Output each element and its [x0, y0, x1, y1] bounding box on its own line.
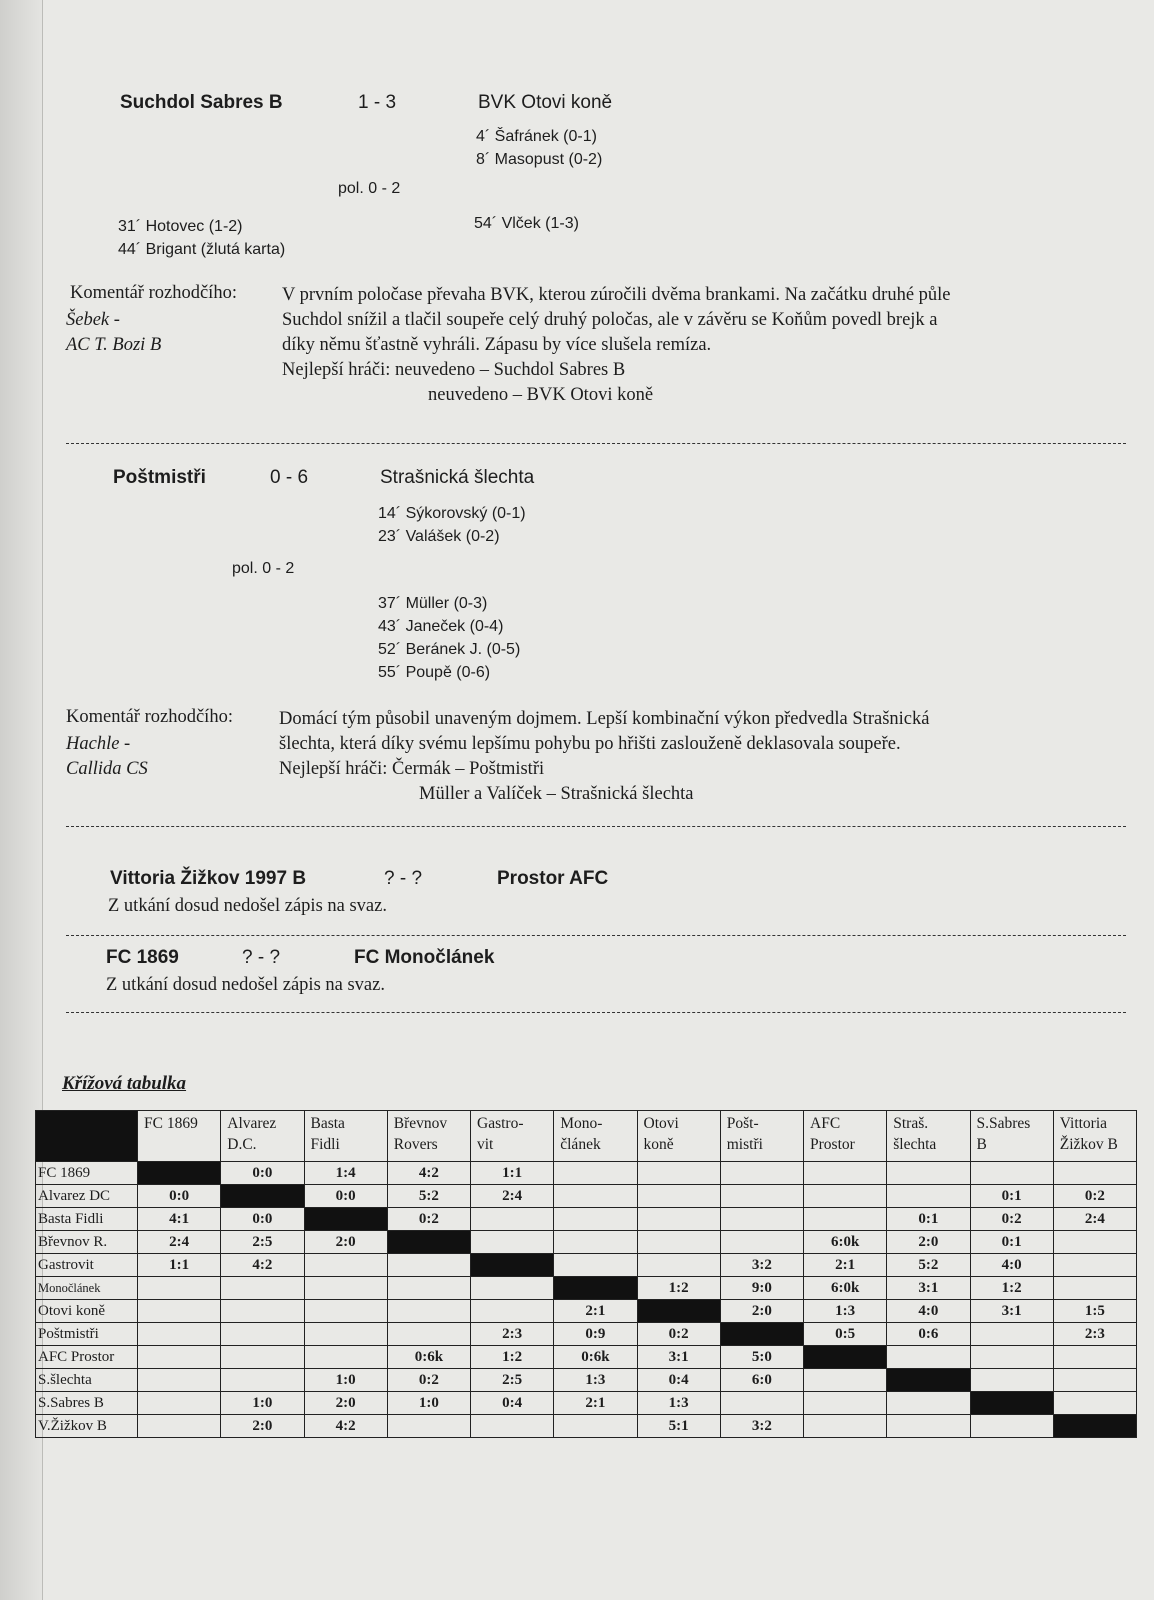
score-cell: 1:1 [138, 1254, 221, 1277]
score-cell [804, 1415, 887, 1438]
header-line: Žižkov B [1059, 1136, 1118, 1153]
goal-entry: 4´ Šafránek (0-1) [476, 128, 597, 145]
comment-line: Suchdol snížil a tlačil soupeře celý druhý poločas, ale v závěru se Koňům povedl brejk a [282, 310, 938, 330]
comment-line: Nejlepší hráči: neuvedeno – Suchdol Sabres B [282, 360, 626, 380]
score-cell: 0:2 [387, 1369, 470, 1392]
score-cell [554, 1185, 637, 1208]
away-team: Strašnická šlechta [380, 467, 535, 488]
row-label: V.Žižkov B [36, 1415, 138, 1438]
score-cell [221, 1277, 304, 1300]
score-cell: 1:0 [304, 1369, 387, 1392]
header-line: Břevnov [393, 1115, 448, 1132]
table-header-row [36, 1111, 1137, 1162]
diagonal-cell [554, 1277, 637, 1300]
match-note: Z utkání dosud nedošel zápis na svaz. [108, 896, 387, 916]
away-team: BVK Otovi koně [478, 92, 613, 113]
score-cell [138, 1300, 221, 1323]
score-cell: 0:1 [970, 1231, 1053, 1254]
score-cell: 3:1 [970, 1300, 1053, 1323]
score-cell [387, 1323, 470, 1346]
goal-entry: 14´ Sýkorovský (0-1) [378, 505, 526, 522]
score-cell [554, 1254, 637, 1277]
score: 0 - 6 [270, 467, 309, 488]
score-cell [637, 1231, 720, 1254]
score-cell: 1:0 [221, 1392, 304, 1415]
score-cell: 0:4 [471, 1392, 554, 1415]
score-cell: 0:2 [637, 1323, 720, 1346]
comment-label: Komentář rozhodčího: [66, 707, 233, 727]
score-cell [304, 1323, 387, 1346]
score-cell [471, 1208, 554, 1231]
score-cell: 3:1 [637, 1346, 720, 1369]
score-cell: 0:6k [554, 1346, 637, 1369]
halftime-score: pol. 0 - 2 [232, 560, 295, 577]
score-cell [304, 1277, 387, 1300]
score-cell: 2:1 [554, 1392, 637, 1415]
score-cell: 1:3 [804, 1300, 887, 1323]
score-cell: 0:2 [1053, 1185, 1136, 1208]
score-cell [804, 1208, 887, 1231]
comment-line: díky němu šťastně vyhráli. Zápasu by více slušela remíza. [282, 335, 712, 355]
score-cell [554, 1208, 637, 1231]
score-cell [804, 1162, 887, 1185]
score-cell [471, 1415, 554, 1438]
header-line: AFC [810, 1115, 841, 1132]
away-goals [476, 125, 602, 171]
score-cell: 4:1 [138, 1208, 221, 1231]
column-header [970, 1111, 1053, 1162]
diagonal-cell [138, 1162, 221, 1185]
score-cell: 2:0 [304, 1392, 387, 1415]
halftime-score: pol. 0 - 2 [338, 180, 401, 197]
score-cell [1053, 1231, 1136, 1254]
score-cell [304, 1346, 387, 1369]
column-header [554, 1111, 637, 1162]
home-team: FC 1869 [106, 947, 179, 968]
table-body [36, 1162, 1137, 1438]
score-cell: 6:0k [804, 1277, 887, 1300]
score-cell [1053, 1392, 1136, 1415]
divider [66, 443, 1126, 444]
header-line: S.Sabres [976, 1115, 1031, 1132]
row-label: Gastrovit [36, 1254, 138, 1277]
table-title: Křížová tabulka [62, 1073, 187, 1094]
home-team: Poštmistři [113, 467, 206, 488]
comment-line: Müller a Valíček – Strašnická šlechta [419, 784, 694, 804]
score-cell: 4:2 [304, 1415, 387, 1438]
header-line: vit [477, 1136, 494, 1153]
score-cell: 3:1 [887, 1277, 970, 1300]
column-header [637, 1111, 720, 1162]
referee-comment [282, 283, 951, 408]
away-goals-second-half [378, 592, 520, 684]
comment-line: neuvedeno – BVK Otovi koně [428, 385, 654, 405]
score-cell: 0:1 [887, 1208, 970, 1231]
score-cell [221, 1300, 304, 1323]
score-cell [1053, 1254, 1136, 1277]
score-cell: 2:0 [304, 1231, 387, 1254]
diagonal-cell [387, 1231, 470, 1254]
home-team: Suchdol Sabres B [120, 92, 283, 113]
score-cell [637, 1254, 720, 1277]
score-cell: 0:2 [387, 1208, 470, 1231]
score-cell [970, 1346, 1053, 1369]
score-cell [804, 1392, 887, 1415]
away-team: Prostor AFC [497, 868, 609, 889]
header-line: Pošt- [726, 1115, 759, 1132]
table-row [36, 1392, 1137, 1415]
home-team: Vittoria Žižkov 1997 B [110, 868, 307, 889]
score-cell: 2:4 [471, 1185, 554, 1208]
score-cell: 0:6k [387, 1346, 470, 1369]
score-cell [304, 1300, 387, 1323]
score-cell [471, 1277, 554, 1300]
diagonal-cell [1053, 1415, 1136, 1438]
score-cell [387, 1277, 470, 1300]
diagonal-cell [637, 1300, 720, 1323]
goal-entry: 23´ Valášek (0-2) [378, 528, 500, 545]
score-cell: 2:1 [554, 1300, 637, 1323]
divider [66, 826, 1126, 827]
score-cell [138, 1369, 221, 1392]
goal-entry: 37´ Müller (0-3) [378, 595, 488, 612]
home-goals [118, 215, 285, 261]
header-line: Basta [310, 1115, 345, 1132]
table-row [36, 1254, 1137, 1277]
table-row [36, 1162, 1137, 1185]
score-cell: 0:9 [554, 1323, 637, 1346]
score-cell: 5:0 [720, 1346, 803, 1369]
score-cell: 1:3 [554, 1369, 637, 1392]
row-label: Poštmistři [36, 1323, 138, 1346]
row-label: S.šlechta [36, 1369, 138, 1392]
divider [66, 935, 1126, 936]
score-cell [1053, 1369, 1136, 1392]
diagonal-cell [887, 1369, 970, 1392]
column-header [138, 1111, 221, 1162]
score-cell [387, 1300, 470, 1323]
score-cell: 5:1 [637, 1415, 720, 1438]
column-header [221, 1111, 304, 1162]
header-line: Mono- [560, 1115, 603, 1132]
header-line: Alvarez [227, 1115, 277, 1132]
score-cell [637, 1185, 720, 1208]
score-cell: 2:3 [1053, 1323, 1136, 1346]
column-header [304, 1111, 387, 1162]
table-row [36, 1185, 1137, 1208]
score-cell [720, 1185, 803, 1208]
comment-line: šlechta, která díky svému lepšímu pohybu po hřišti zaslouženě deklasovala soupeře. [279, 734, 901, 754]
score-cell [138, 1415, 221, 1438]
score-cell [804, 1185, 887, 1208]
comment-line: Domácí tým působil unaveným dojmem. Lepší kombinační výkon předvedla Strašnická [279, 709, 930, 729]
score-cell [471, 1231, 554, 1254]
score-cell: 0:0 [221, 1162, 304, 1185]
table-row [36, 1346, 1137, 1369]
score-cell: 4:2 [387, 1162, 470, 1185]
diagonal-cell [970, 1392, 1053, 1415]
score-cell: 2:3 [471, 1323, 554, 1346]
score-cell: 1:5 [1053, 1300, 1136, 1323]
header-line: D.C. [227, 1136, 257, 1153]
header-line: Prostor [810, 1136, 855, 1153]
column-header [887, 1111, 970, 1162]
score-cell [887, 1392, 970, 1415]
header-line: Gastro- [477, 1115, 524, 1132]
score-cell: 2:0 [221, 1415, 304, 1438]
score-cell: 1:0 [387, 1392, 470, 1415]
score-cell [554, 1231, 637, 1254]
score-cell: 4:0 [887, 1300, 970, 1323]
score-cell: 6:0 [720, 1369, 803, 1392]
comment-line: V prvním poločase převaha BVK, kterou zúročili dvěma brankami. Na začátku druhé půle [282, 285, 951, 305]
score-cell [970, 1162, 1053, 1185]
score-cell: 1:3 [637, 1392, 720, 1415]
corner-cell [36, 1111, 138, 1162]
score-cell [1053, 1346, 1136, 1369]
table-row [36, 1415, 1137, 1438]
score-cell [720, 1162, 803, 1185]
header-line: šlechta [893, 1136, 937, 1153]
score-cell: 1:2 [637, 1277, 720, 1300]
header-line: Otovi [643, 1115, 679, 1132]
score: ? - ? [384, 868, 423, 889]
score-cell [970, 1323, 1053, 1346]
score-cell [138, 1392, 221, 1415]
score-cell: 0:2 [970, 1208, 1053, 1231]
referee [66, 732, 148, 782]
row-label: FC 1869 [36, 1162, 138, 1185]
score-cell [554, 1162, 637, 1185]
score-cell [221, 1323, 304, 1346]
score-cell: 9:0 [720, 1277, 803, 1300]
score: 1 - 3 [358, 92, 397, 113]
table-row [36, 1208, 1137, 1231]
divider [66, 1012, 1126, 1013]
header-line: článek [560, 1136, 601, 1153]
referee-comment [279, 707, 929, 807]
score-cell: 5:2 [887, 1254, 970, 1277]
referee-name: Šebek - [66, 310, 120, 330]
goal-entry: 52´ Beránek J. (0-5) [378, 641, 521, 658]
header-line: mistři [726, 1136, 763, 1153]
diagonal-cell [720, 1323, 803, 1346]
score-cell [720, 1231, 803, 1254]
diagonal-cell [221, 1185, 304, 1208]
cross-table [35, 1110, 1137, 1438]
score-cell [970, 1415, 1053, 1438]
referee-name: Hachle - [66, 734, 131, 754]
goal-entry: 43´ Janeček (0-4) [378, 618, 504, 635]
score-cell [637, 1162, 720, 1185]
score-cell: 0:4 [637, 1369, 720, 1392]
goal-entry: 44´ Brigant (žlutá karta) [118, 241, 286, 258]
score-cell [887, 1415, 970, 1438]
score-cell [637, 1208, 720, 1231]
score-cell: 0:6 [887, 1323, 970, 1346]
score-cell [138, 1346, 221, 1369]
score-cell: 2:5 [471, 1369, 554, 1392]
score-cell [221, 1369, 304, 1392]
match-note: Z utkání dosud nedošel zápis na svaz. [106, 975, 385, 995]
score-cell: 0:1 [970, 1185, 1053, 1208]
score-cell: 3:2 [720, 1254, 803, 1277]
column-header [1053, 1111, 1136, 1162]
score-cell: 2:5 [221, 1231, 304, 1254]
score-cell [720, 1392, 803, 1415]
score-cell: 2:1 [804, 1254, 887, 1277]
column-header [720, 1111, 803, 1162]
goal-entry: 8´ Masopust (0-2) [476, 151, 603, 168]
score-cell: 4:0 [970, 1254, 1053, 1277]
score-cell [221, 1346, 304, 1369]
header-line: FC 1869 [144, 1115, 198, 1132]
score-cell: 1:4 [304, 1162, 387, 1185]
score-cell: 5:2 [387, 1185, 470, 1208]
score-cell: 2:0 [720, 1300, 803, 1323]
table-row [36, 1323, 1137, 1346]
score-cell [970, 1369, 1053, 1392]
referee [66, 308, 161, 358]
column-header [804, 1111, 887, 1162]
score-cell [887, 1162, 970, 1185]
goal-entry: 55´ Poupě (0-6) [378, 664, 491, 681]
header-line: Rovers [393, 1136, 438, 1153]
score-cell: 0:0 [221, 1208, 304, 1231]
score-cell [304, 1254, 387, 1277]
score-cell: 3:2 [720, 1415, 803, 1438]
row-label: Monočlánek [36, 1277, 138, 1300]
comment-line: Nejlepší hráči: Čermák – Poštmistři [279, 759, 545, 779]
score-cell [887, 1346, 970, 1369]
score-cell [138, 1323, 221, 1346]
score-cell: 0:0 [138, 1185, 221, 1208]
row-label: AFC Prostor [36, 1346, 138, 1369]
score-cell: 1:1 [471, 1162, 554, 1185]
row-label: Břevnov R. [36, 1231, 138, 1254]
score-cell: 2:4 [1053, 1208, 1136, 1231]
score-cell: 2:0 [887, 1231, 970, 1254]
table-row [36, 1277, 1137, 1300]
header-line: Fidli [310, 1136, 340, 1153]
score-cell [471, 1300, 554, 1323]
table-row [36, 1300, 1137, 1323]
score-cell [387, 1254, 470, 1277]
score-cell: 1:2 [970, 1277, 1053, 1300]
table-row [36, 1369, 1137, 1392]
away-goals [378, 502, 526, 548]
header-line: B [976, 1136, 987, 1153]
score-cell [387, 1415, 470, 1438]
score-cell: 6:0k [804, 1231, 887, 1254]
row-label: Alvarez DC [36, 1185, 138, 1208]
score-cell [554, 1415, 637, 1438]
goal-entry: 54´ Vlček (1-3) [474, 215, 579, 232]
referee-club: AC T. Bozi B [66, 335, 162, 355]
score-cell [138, 1277, 221, 1300]
header-line: Vittoria [1059, 1115, 1108, 1132]
comment-label: Komentář rozhodčího: [70, 283, 237, 303]
diagonal-cell [471, 1254, 554, 1277]
row-label: Otovi koně [36, 1300, 138, 1323]
score-cell [1053, 1277, 1136, 1300]
header-line: Straš. [893, 1115, 929, 1132]
score-cell: 0:5 [804, 1323, 887, 1346]
diagonal-cell [304, 1208, 387, 1231]
column-header [387, 1111, 470, 1162]
score-cell [720, 1208, 803, 1231]
away-team: FC Monočlánek [354, 947, 495, 968]
score-cell: 4:2 [221, 1254, 304, 1277]
diagonal-cell [804, 1346, 887, 1369]
score-cell: 1:2 [471, 1346, 554, 1369]
score-cell [1053, 1162, 1136, 1185]
goal-entry: 31´ Hotovec (1-2) [118, 218, 243, 235]
table-row [36, 1231, 1137, 1254]
score-cell [887, 1185, 970, 1208]
score-cell [804, 1369, 887, 1392]
score-cell: 2:4 [138, 1231, 221, 1254]
row-label: S.Sabres B [36, 1392, 138, 1415]
header-line: koně [643, 1136, 674, 1153]
score: ? - ? [242, 947, 281, 968]
score-cell: 0:0 [304, 1185, 387, 1208]
row-label: Basta Fidli [36, 1208, 138, 1231]
referee-club: Callida CS [66, 759, 148, 779]
column-header [471, 1111, 554, 1162]
